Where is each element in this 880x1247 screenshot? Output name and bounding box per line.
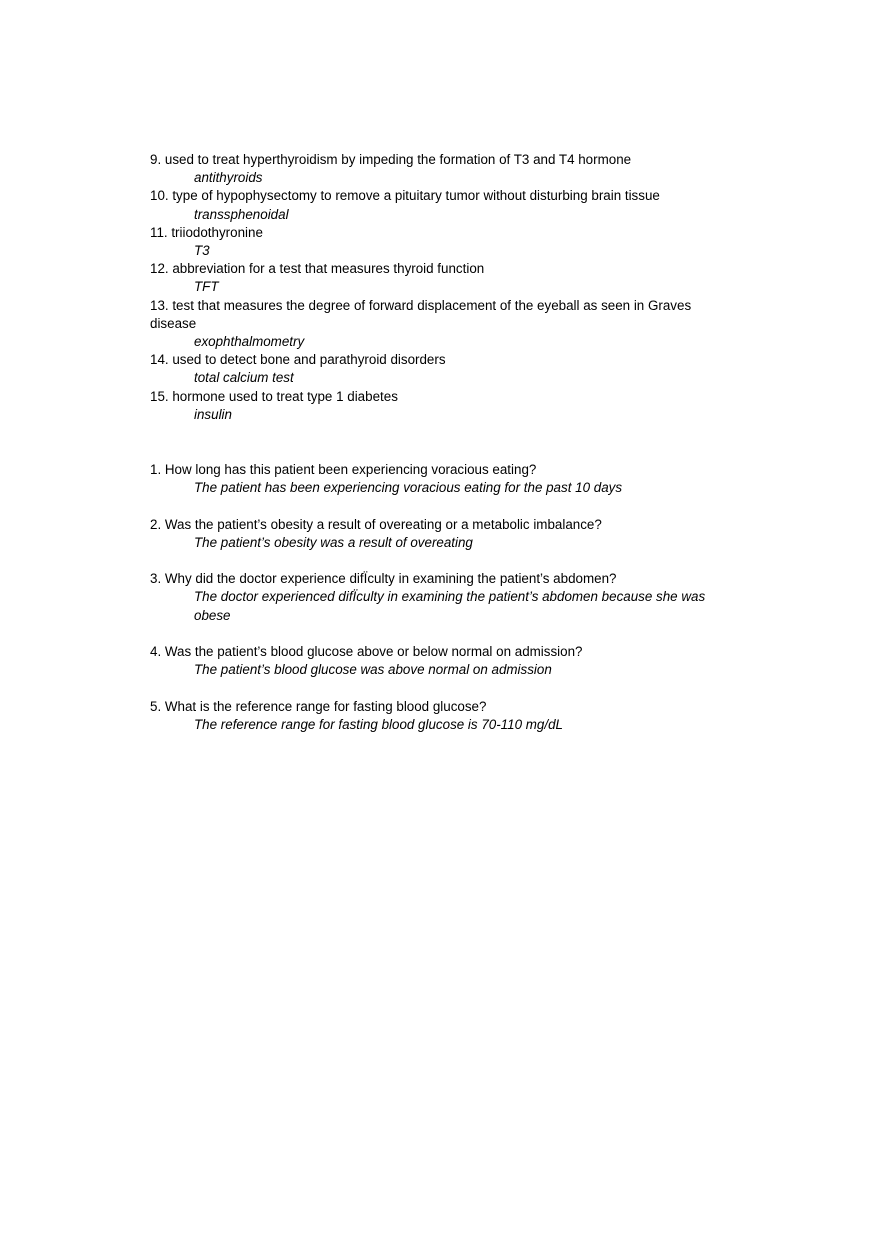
term-question: 11. triiodothyronine: [150, 224, 263, 240]
answer-text: The reference range for fasting blood glucose is 70-110 mg/dL: [194, 716, 563, 732]
section-spacer: [150, 424, 720, 461]
term-question: 13. test that measures the degree of forward displacement of the eyeball as seen in Graves disease: [150, 297, 692, 331]
answer-text: The patient’s blood glucose was above normal on admission: [194, 662, 552, 678]
questions-list: [150, 461, 720, 734]
term-question: 10. type of hypophysectomy to remove a pituitary tumor without disturbing brain tissue: [150, 188, 660, 204]
term-answer: insulin: [194, 406, 232, 422]
term-item: [150, 187, 720, 223]
question-text: 3. Why did the doctor experience difÏculty in examining the patient’s abdomen?: [150, 571, 617, 587]
term-question: 14. used to detect bone and parathyroid disorders: [150, 352, 446, 368]
term-item: [150, 297, 720, 352]
question-text: 5. What is the reference range for fasting blood glucose?: [150, 698, 487, 714]
term-answer: transsphenoidal: [194, 206, 289, 222]
terms-list: [150, 151, 720, 424]
answer-text: The patient’s obesity was a result of overeating: [194, 534, 473, 550]
term-question: 12. abbreviation for a test that measures thyroid function: [150, 261, 485, 277]
document-content: [150, 151, 720, 752]
answer-text: The patient has been experiencing voracious eating for the past 10 days: [194, 480, 623, 496]
term-answer: antithyroids: [194, 170, 263, 186]
term-item: [150, 388, 720, 424]
term-item: [150, 260, 720, 296]
question-item: [150, 461, 720, 497]
question-text: 4. Was the patient’s blood glucose above or below normal on admission?: [150, 644, 583, 660]
term-item: [150, 224, 720, 260]
term-answer: total calcium test: [194, 370, 294, 386]
term-question: 15. hormone used to treat type 1 diabetes: [150, 388, 398, 404]
term-question: 9. used to treat hyperthyroidism by impeding the formation of T3 and T4 hormone: [150, 152, 632, 167]
term-item: [150, 351, 720, 387]
question-item: [150, 570, 720, 625]
answer-text: The doctor experienced difÏculty in examining the patient’s abdomen because she was obese: [194, 589, 706, 623]
term-item: [150, 151, 720, 187]
term-answer: TFT: [194, 279, 219, 295]
question-item: [150, 643, 720, 679]
question-text: 2. Was the patient’s obesity a result of overeating or a metabolic imbalance?: [150, 516, 602, 532]
question-item: [150, 516, 720, 552]
term-answer: exophthalmometry: [194, 334, 305, 350]
question-item: [150, 698, 720, 734]
question-text: 1. How long has this patient been experiencing voracious eating?: [150, 462, 537, 478]
term-answer: T3: [194, 243, 210, 259]
